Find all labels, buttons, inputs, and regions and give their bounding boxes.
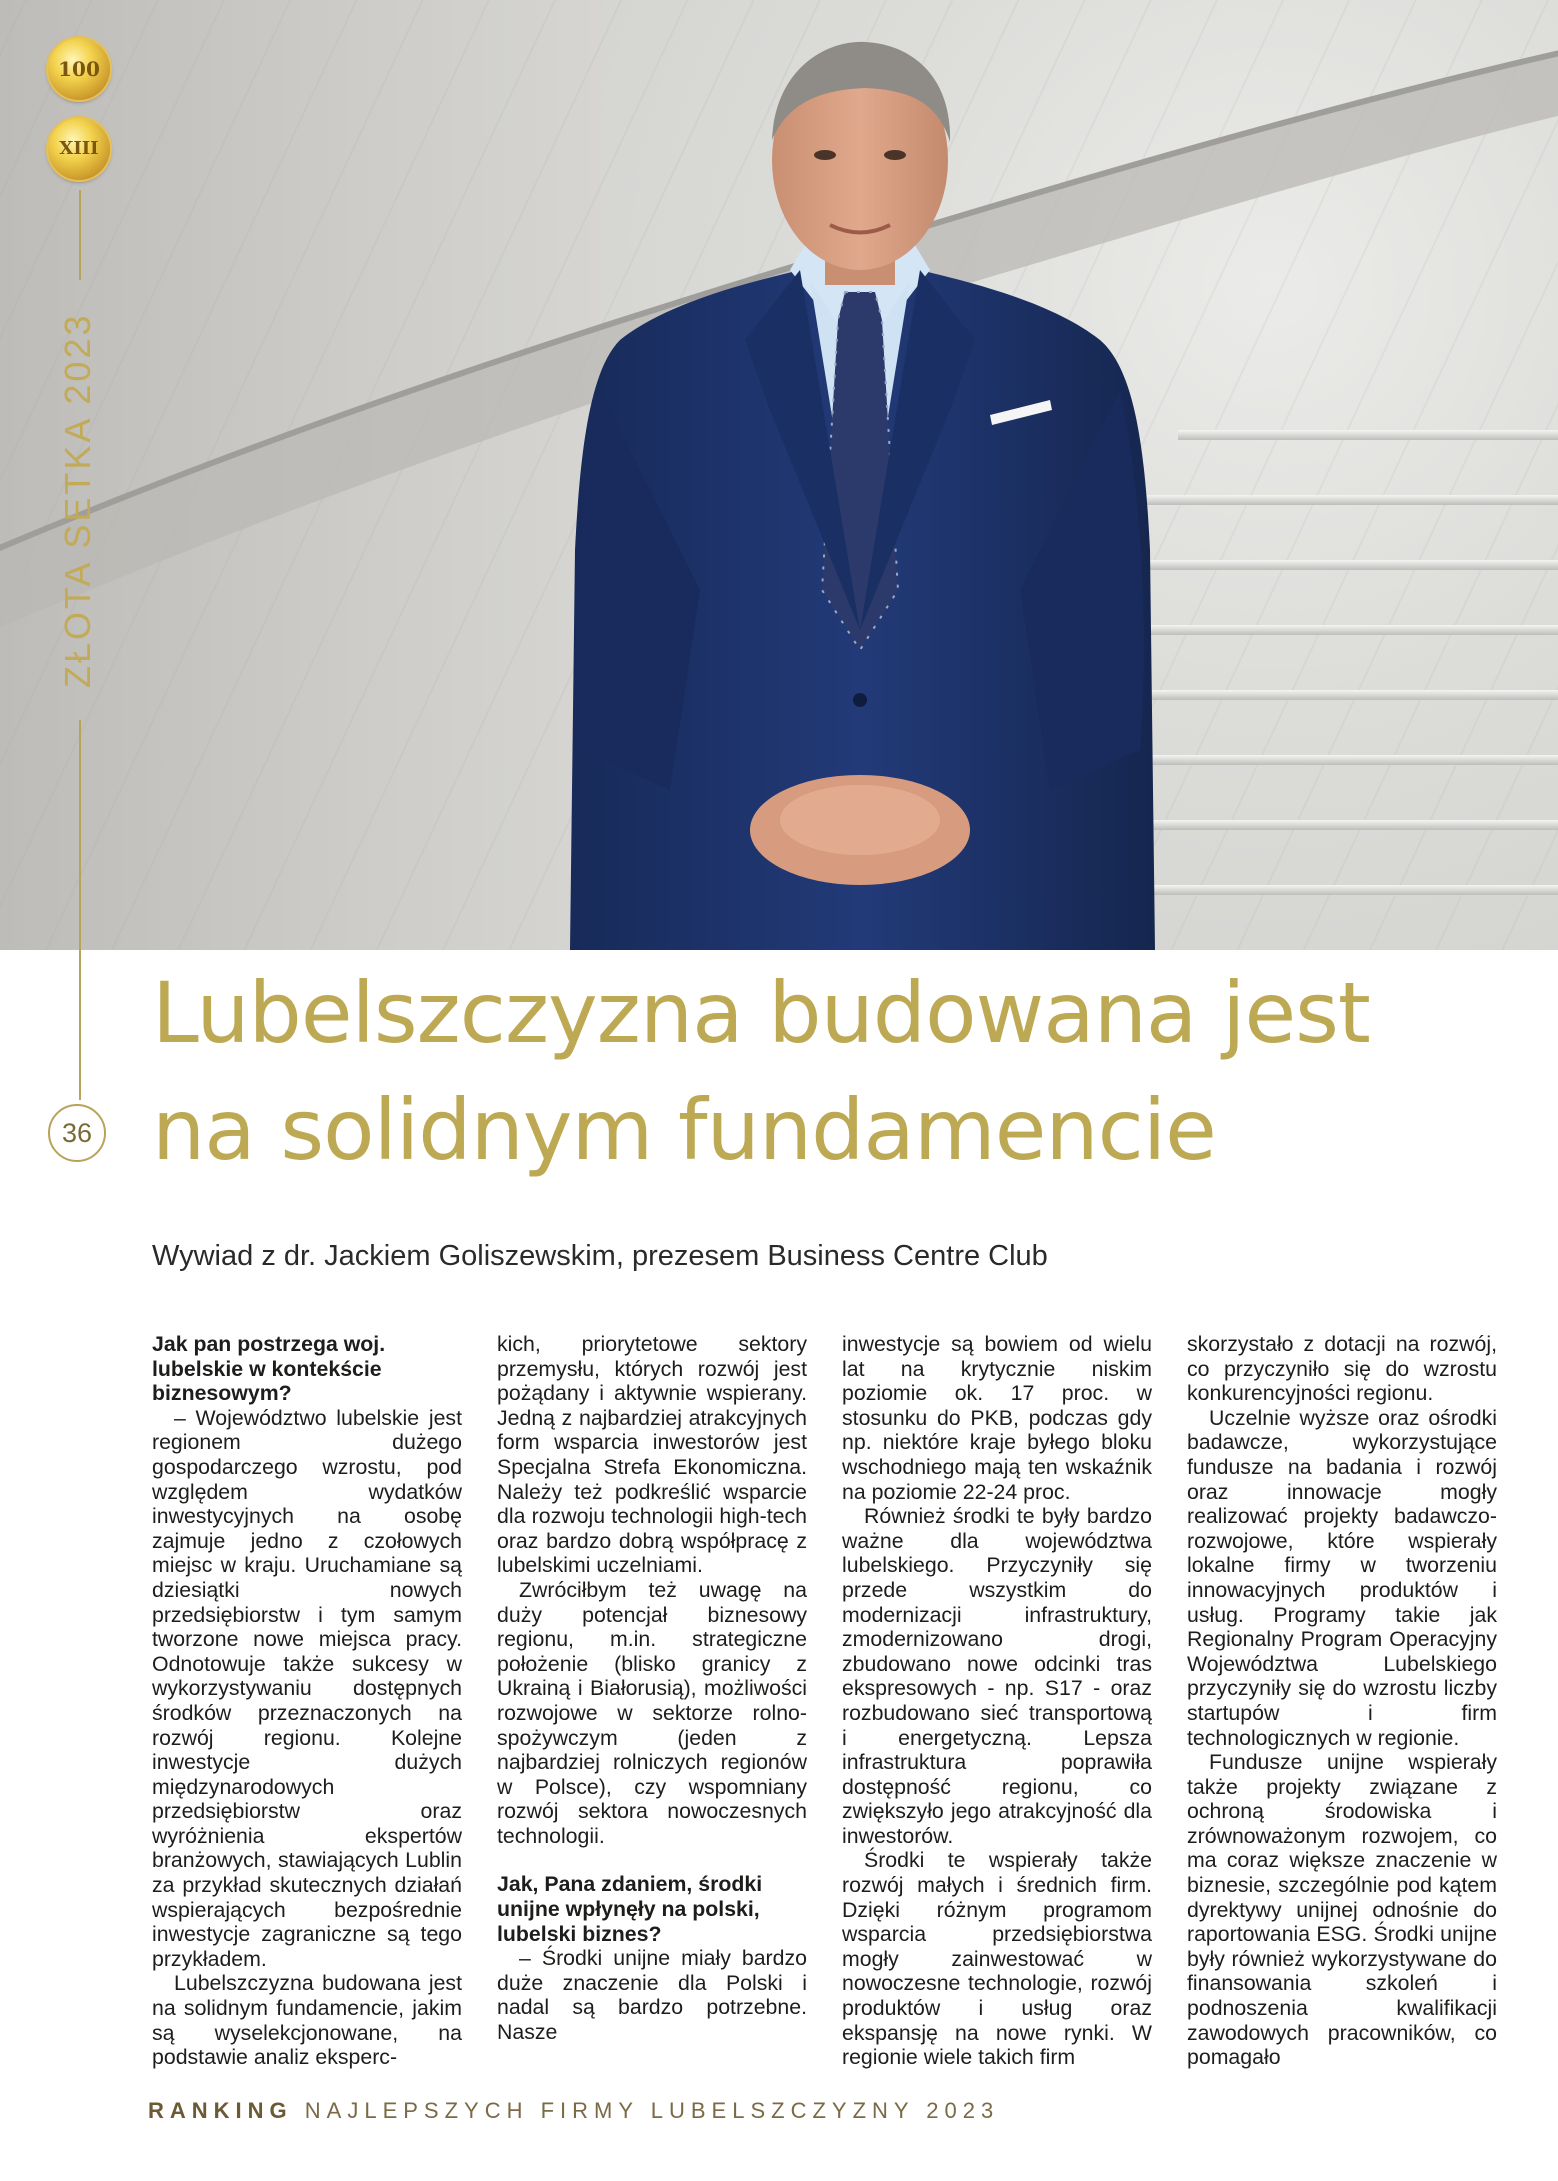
sidebar-line-bottom: [79, 720, 81, 1100]
sidebar-line-top: [79, 190, 81, 280]
paragraph: Fundusze unijne wspierały także projekty związane z ochroną środowiska i zrównoważonym rozwojem, co ma coraz większe znaczenie w biznesie, szczególnie pod kątem dyrektywy unijnej odnośnie do raportowania ESG. Środki unijne były również wykorzystywane do finansowania szkoleń i podnoszenia kwalifikacji zawodowych pracowników, co pomagało: [1187, 1750, 1497, 2070]
paragraph: – Województwo lubelskie jest regionem dużego gospodarczego wzrostu, pod względem wydatków inwestycyjnych na osobę zajmuje jedno z czołowych miejsc w kraju. Uruchamiane są dziesiątki nowych przedsiębiorstw i tym samym tworzone nowe miejsca pracy. Odnotowuje także sukcesy w wykorzystywaniu dostępnych środków przeznaczonych na rozwój regionu. Kolejne inwestycje dużych międzynarodowych przedsiębiorstw oraz wyróżnienia ekspertów branżowych, stawiających Lublin za przykład skutecznych działań wspierających bezpośrednie inwestycje zagraniczne są tego przykładem.: [152, 1405, 462, 1971]
page-footer: [148, 2098, 999, 2124]
badge-100: 100: [48, 38, 110, 100]
paragraph: skorzystało z dotacji na rozwój, co przyczyniło się do wzrostu konkurencyjności regionu.: [1187, 1332, 1497, 1406]
article-title: [152, 955, 1532, 1189]
paragraph: Uczelnie wyższe oraz ośrodki badawcze, wykorzystujące fundusze na badania i rozwój oraz innowacje mogły realizować projekty badawczo-rozwojowe, które wspierały lokalne firmy w tworzeniu innowacyjnych produktów i usług. Programy takie jak Regionalny Program Operacyjny Województwa Lubelskiego przyczyniły się do wzrostu liczby startupów i firm technologicznych w regionie.: [1187, 1405, 1497, 1750]
text-column-4: [1187, 1332, 1497, 2070]
paragraph: kich, priorytetowe sektory przemysłu, których rozwój jest pożądany i aktywnie wspierany. Jedną z najbardziej atrakcyjnych form wsparcia inwestorów jest Specjalna Strefa Ekonomiczna. Należy też podkreślić wsparcie dla rozwoju technologii high-tech oraz bardzo dobrą współpracę z lubelskimi uczelniami.: [497, 1332, 807, 1578]
footer-rest: NAJLEPSZYCH FIRMY LUBELSZCZYZNY 2023: [292, 2098, 1000, 2123]
title-line-2: na solidnym fundamencie: [152, 1081, 1216, 1179]
article-subtitle: Wywiad z dr. Jackiem Goliszewskim, prezesem Business Centre Club: [152, 1240, 1048, 1272]
text-column-1: [152, 1332, 462, 2070]
text-column-3: [842, 1332, 1152, 2070]
paragraph: Środki te wspierały także rozwój małych i średnich firm. Dzięki różnym programom wsparcia przedsiębiorstwa mogły zainwestować w nowoczesne technologie, rozwój produktów i usług oraz ekspansję na nowe rynki. W regionie wiele takich firm: [842, 1848, 1152, 2070]
paragraph: Lubelszczyzna budowana jest na solidnym fundamencie, jakim są wyselekcjonowane, na podstawie analiz eksperc-: [152, 1971, 462, 2070]
paragraph: Również środki te były bardzo ważne dla województwa lubelskiego. Przyczyniły się przede wszystkim do modernizacji infrastruktury, zmodernizowano drogi, zbudowano nowe odcinki tras ekspresowych - np. S17 - oraz rozbudowano sieć transportową i energetyczną. Lepsza infrastruktura poprawiła dostępność regionu, co zwiększyło jego atrakcyjność dla inwestorów.: [842, 1504, 1152, 1848]
badge-xiii: XIII: [48, 118, 110, 180]
paragraph: – Środki unijne miały bardzo duże znaczenie dla Polski i nadal są bardzo potrzebne. Nasze: [497, 1946, 807, 2045]
question-2: Jak, Pana zdaniem, środki unijne wpłynęły na polski, lubelski biznes?: [497, 1872, 763, 1946]
question-1: Jak pan postrzega woj. lubelskie w kontekście biznesowym?: [152, 1332, 386, 1406]
footer-bold: RANKING: [148, 2098, 293, 2123]
page-number: 36: [48, 1104, 106, 1162]
paragraph: inwestycje są bowiem od wielu lat na krytycznie niskim poziomie ok. 17 proc. w stosunku do PKB, podczas gdy np. niektóre kraje byłego bloku wschodniego mają ten wskaźnik na poziomie 22-24 proc.: [842, 1332, 1152, 1504]
sidebar-label: ZŁOTA SETKA 2023: [57, 312, 98, 688]
text-column-2: [497, 1332, 807, 2045]
paragraph: Zwróciłbym też uwagę na duży potencjał biznesowy regionu, m.in. strategiczne położenie (blisko granicy z Ukrainą i Białorusią), możliwości rozwojowe w sektorze rolno-spożywczym (jeden z najbardziej rolniczych regionów w Polsce), czy wspomniany rozwój sektora nowoczesnych technologii.: [497, 1577, 807, 1848]
hero-photo: [0, 0, 1558, 950]
title-line-1: Lubelszczyzna budowana jest: [152, 964, 1370, 1062]
portrait-man: [560, 30, 1160, 950]
